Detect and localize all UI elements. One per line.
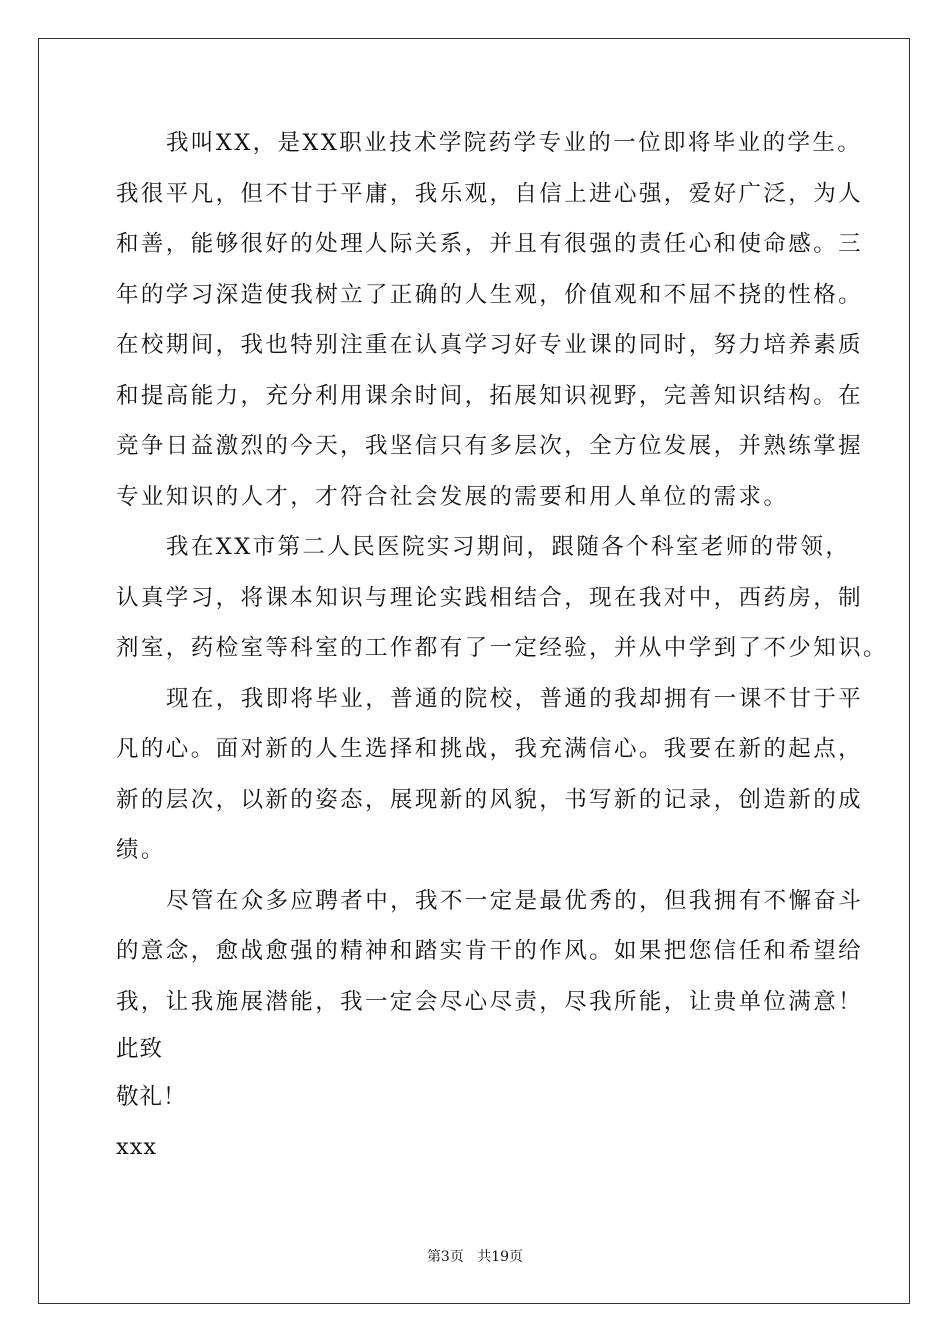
paragraph-3-line-4: 绩。 [116, 837, 166, 863]
page-total: 共19页 [477, 1249, 524, 1265]
paragraph-3-line-1: 现在，我即将毕业，普通的院校，普通的我却拥有一课不甘于平 [166, 685, 864, 712]
paragraph-2-line-3: 剂室，药检室等科室的工作都有了一定经验，并从中学到了不少知识。 [116, 635, 888, 661]
paragraph-3-line-2: 凡的心。面对新的人生选择和挑战，我充满信心。我要在新的起点， [116, 736, 864, 762]
page-border [38, 38, 910, 1304]
paragraph-2-line-1: 我在XX市第二人民医院实习期间，跟随各个科室老师的带领， [166, 534, 851, 560]
paragraph-1-line-6: 和提高能力，充分利用课余时间，拓展知识视野，完善知识结构。在 [116, 382, 864, 409]
closing-regards: 敬礼！ [116, 1084, 187, 1110]
paragraph-1-line-1: 我叫XX，是XX职业技术学院药学专业的一位即将毕业的学生。 [166, 130, 863, 156]
paragraph-2-line-2: 认真学习，将课本知识与理论实践相结合，现在我对中，西药房，制 [116, 584, 864, 611]
paragraph-4-line-2: 的意念，愈战愈强的精神和踏实肯干的作风。如果把您信任和希望给 [116, 938, 864, 964]
paragraph-1-line-4: 年的学习深造使我树立了正确的人生观，价值观和不屈不挠的性格。 [116, 281, 864, 308]
closing-salutation: 此致 [116, 1036, 164, 1062]
paragraph-4-line-1: 尽管在众多应聘者中，我不一定是最优秀的，但我拥有不懈奋斗 [166, 887, 864, 914]
paragraph-1-line-7: 竞争日益激烈的今天，我坚信只有多层次，全方位发展，并熟练掌握 [116, 433, 864, 459]
paragraph-1-line-3: 和善，能够很好的处理人际关系，并且有很强的责任心和使命感。三 [116, 231, 864, 257]
paragraph-4-line-3: 我，让我施展潜能，我一定会尽心尽责，尽我所能，让贵单位满意！ [116, 988, 864, 1015]
paragraph-1-line-2: 我很平凡，但不甘于平庸，我乐观，自信上进心强，爱好广泛，为人 [116, 180, 864, 207]
page-footer [0, 1248, 950, 1266]
page-number: 第3页 [426, 1249, 464, 1265]
paragraph-1-line-5: 在校期间，我也特别注重在认真学习好专业课的同时，努力培养素质 [116, 332, 864, 358]
paragraph-1-line-8: 专业知识的人才，才符合社会发展的需要和用人单位的需求。 [116, 483, 789, 510]
signature: xxx [116, 1134, 158, 1160]
paragraph-3-line-3: 新的层次，以新的姿态，展现新的风貌，书写新的记录，创造新的成 [116, 786, 864, 813]
